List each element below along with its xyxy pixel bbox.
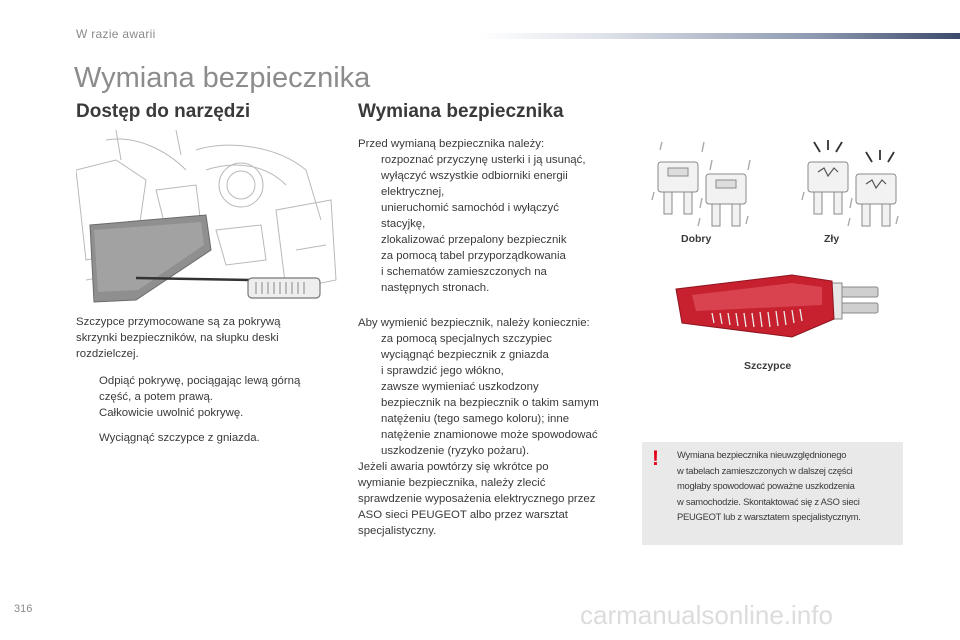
warning-line: w tabelach zamieszczonych w dalszej części: [677, 464, 853, 476]
warning-line: Wymiana bezpiecznika nieuwzględnionego: [677, 449, 847, 460]
list-item-line: wyłączyć wszystkie odbiorniki energii: [381, 170, 568, 182]
list-item-line: zawsze wymieniać uszkodzony: [381, 381, 539, 393]
how-to-replace: [358, 315, 633, 539]
replace-heading: Wymiana bezpiecznika: [358, 101, 564, 122]
list-item-line: bezpiecznik na bezpiecznik o takim samym: [381, 397, 599, 409]
good-fuse-label: Dobry: [681, 233, 712, 245]
list-item-line: i sprawdzić jego włókno,: [381, 365, 504, 377]
pliers-label: Szczypce: [744, 360, 792, 372]
fuse-pliers-illustration: [672, 265, 884, 355]
list-item: [76, 373, 338, 405]
page-title: Wymiana bezpiecznika: [74, 62, 371, 94]
before-replacing: [358, 136, 628, 296]
list-item-line: natężenie znamionowe może spowodować: [381, 429, 598, 441]
outro-line: ASO sieci PEUGEOT albo przez warsztat: [358, 509, 568, 521]
warning-line: w samochodzie. Skontaktować się z ASO sieci: [677, 495, 860, 507]
watermark: carmanualsonline.info: [580, 600, 833, 630]
list-item: [358, 232, 628, 296]
list-item: [76, 405, 338, 421]
list-item-line: stacyjkę,: [381, 218, 426, 230]
list-item-line: Odpiąć pokrywę, pociągając lewą górną: [99, 375, 301, 387]
warning-line: mogłaby spowodować poważne uszkodzenia: [677, 480, 855, 492]
tools-intro: [76, 314, 336, 362]
list-item-line: za pomocą specjalnych szczypiec: [381, 333, 552, 345]
tools-intro-line: skrzynki bezpieczników, na słupku deski: [76, 332, 279, 344]
list-item: [358, 331, 633, 379]
tools-intro-line: rozdzielczej.: [76, 348, 139, 360]
section-label: W razie awarii: [76, 27, 156, 41]
outro-line: Jeżeli awaria powtórzy się wkrótce po: [358, 461, 549, 473]
list-item-line: Całkowicie uwolnić pokrywę.: [99, 407, 244, 419]
list-item-line: i schematów zamieszczonych na: [381, 266, 547, 278]
list-item-line: wyciągnąć bezpiecznik z gniazda: [381, 349, 549, 361]
list-item-line: Wyciągnąć szczypce z gniazda.: [99, 432, 260, 444]
good-fuse-illustration: [650, 138, 756, 230]
list-item-line: zlokalizować przepalony bezpiecznik: [381, 234, 567, 246]
outro-line: specjalistyczny.: [358, 525, 437, 537]
outro-line: wymianie bezpiecznika, należy zlecić: [358, 477, 546, 489]
list-item-line: uszkodzenie (ryzyko pożaru).: [381, 445, 530, 457]
list-item: [358, 168, 628, 200]
bad-fuse-illustration: [800, 138, 906, 230]
list-item-line: natężeniu (tego samego koloru); inne: [381, 413, 570, 425]
list-item: [76, 430, 338, 446]
warning-line: PEUGEOT lub z warsztatem specjalistycznym.: [677, 511, 861, 523]
list-item-line: rozpoznać przyczynę usterki i ją usunąć,: [381, 154, 586, 166]
list-item: [358, 200, 628, 232]
tools-intro-line: Szczypce przymocowane są za pokrywą: [76, 316, 281, 328]
list-item-line: za pomocą tabel przyporządkowania: [381, 250, 566, 262]
warning-text: [677, 447, 899, 525]
dashboard-illustration: [76, 130, 338, 310]
before-intro: Przed wymianą bezpiecznika należy:: [358, 138, 545, 150]
list-item: [358, 152, 628, 168]
tools-heading: Dostęp do narzędzi: [76, 101, 251, 122]
page-number: 316: [14, 603, 33, 615]
list-item: [358, 379, 633, 459]
list-item-line: następnych stronach.: [381, 282, 490, 294]
list-item-line: część, a potem prawą.: [99, 391, 213, 403]
list-item-line: unieruchomić samochód i wyłączyć: [381, 202, 559, 214]
tools-steps: [76, 373, 338, 446]
bad-fuse-label: Zły: [824, 233, 840, 245]
header-bar: [480, 33, 960, 39]
how-intro: Aby wymienić bezpiecznik, należy koniecznie:: [358, 317, 590, 329]
list-item-line: elektrycznej,: [381, 186, 445, 198]
outro-line: sprawdzenie wyposażenia elektrycznego przez: [358, 493, 596, 505]
warning-icon: !: [652, 447, 659, 470]
